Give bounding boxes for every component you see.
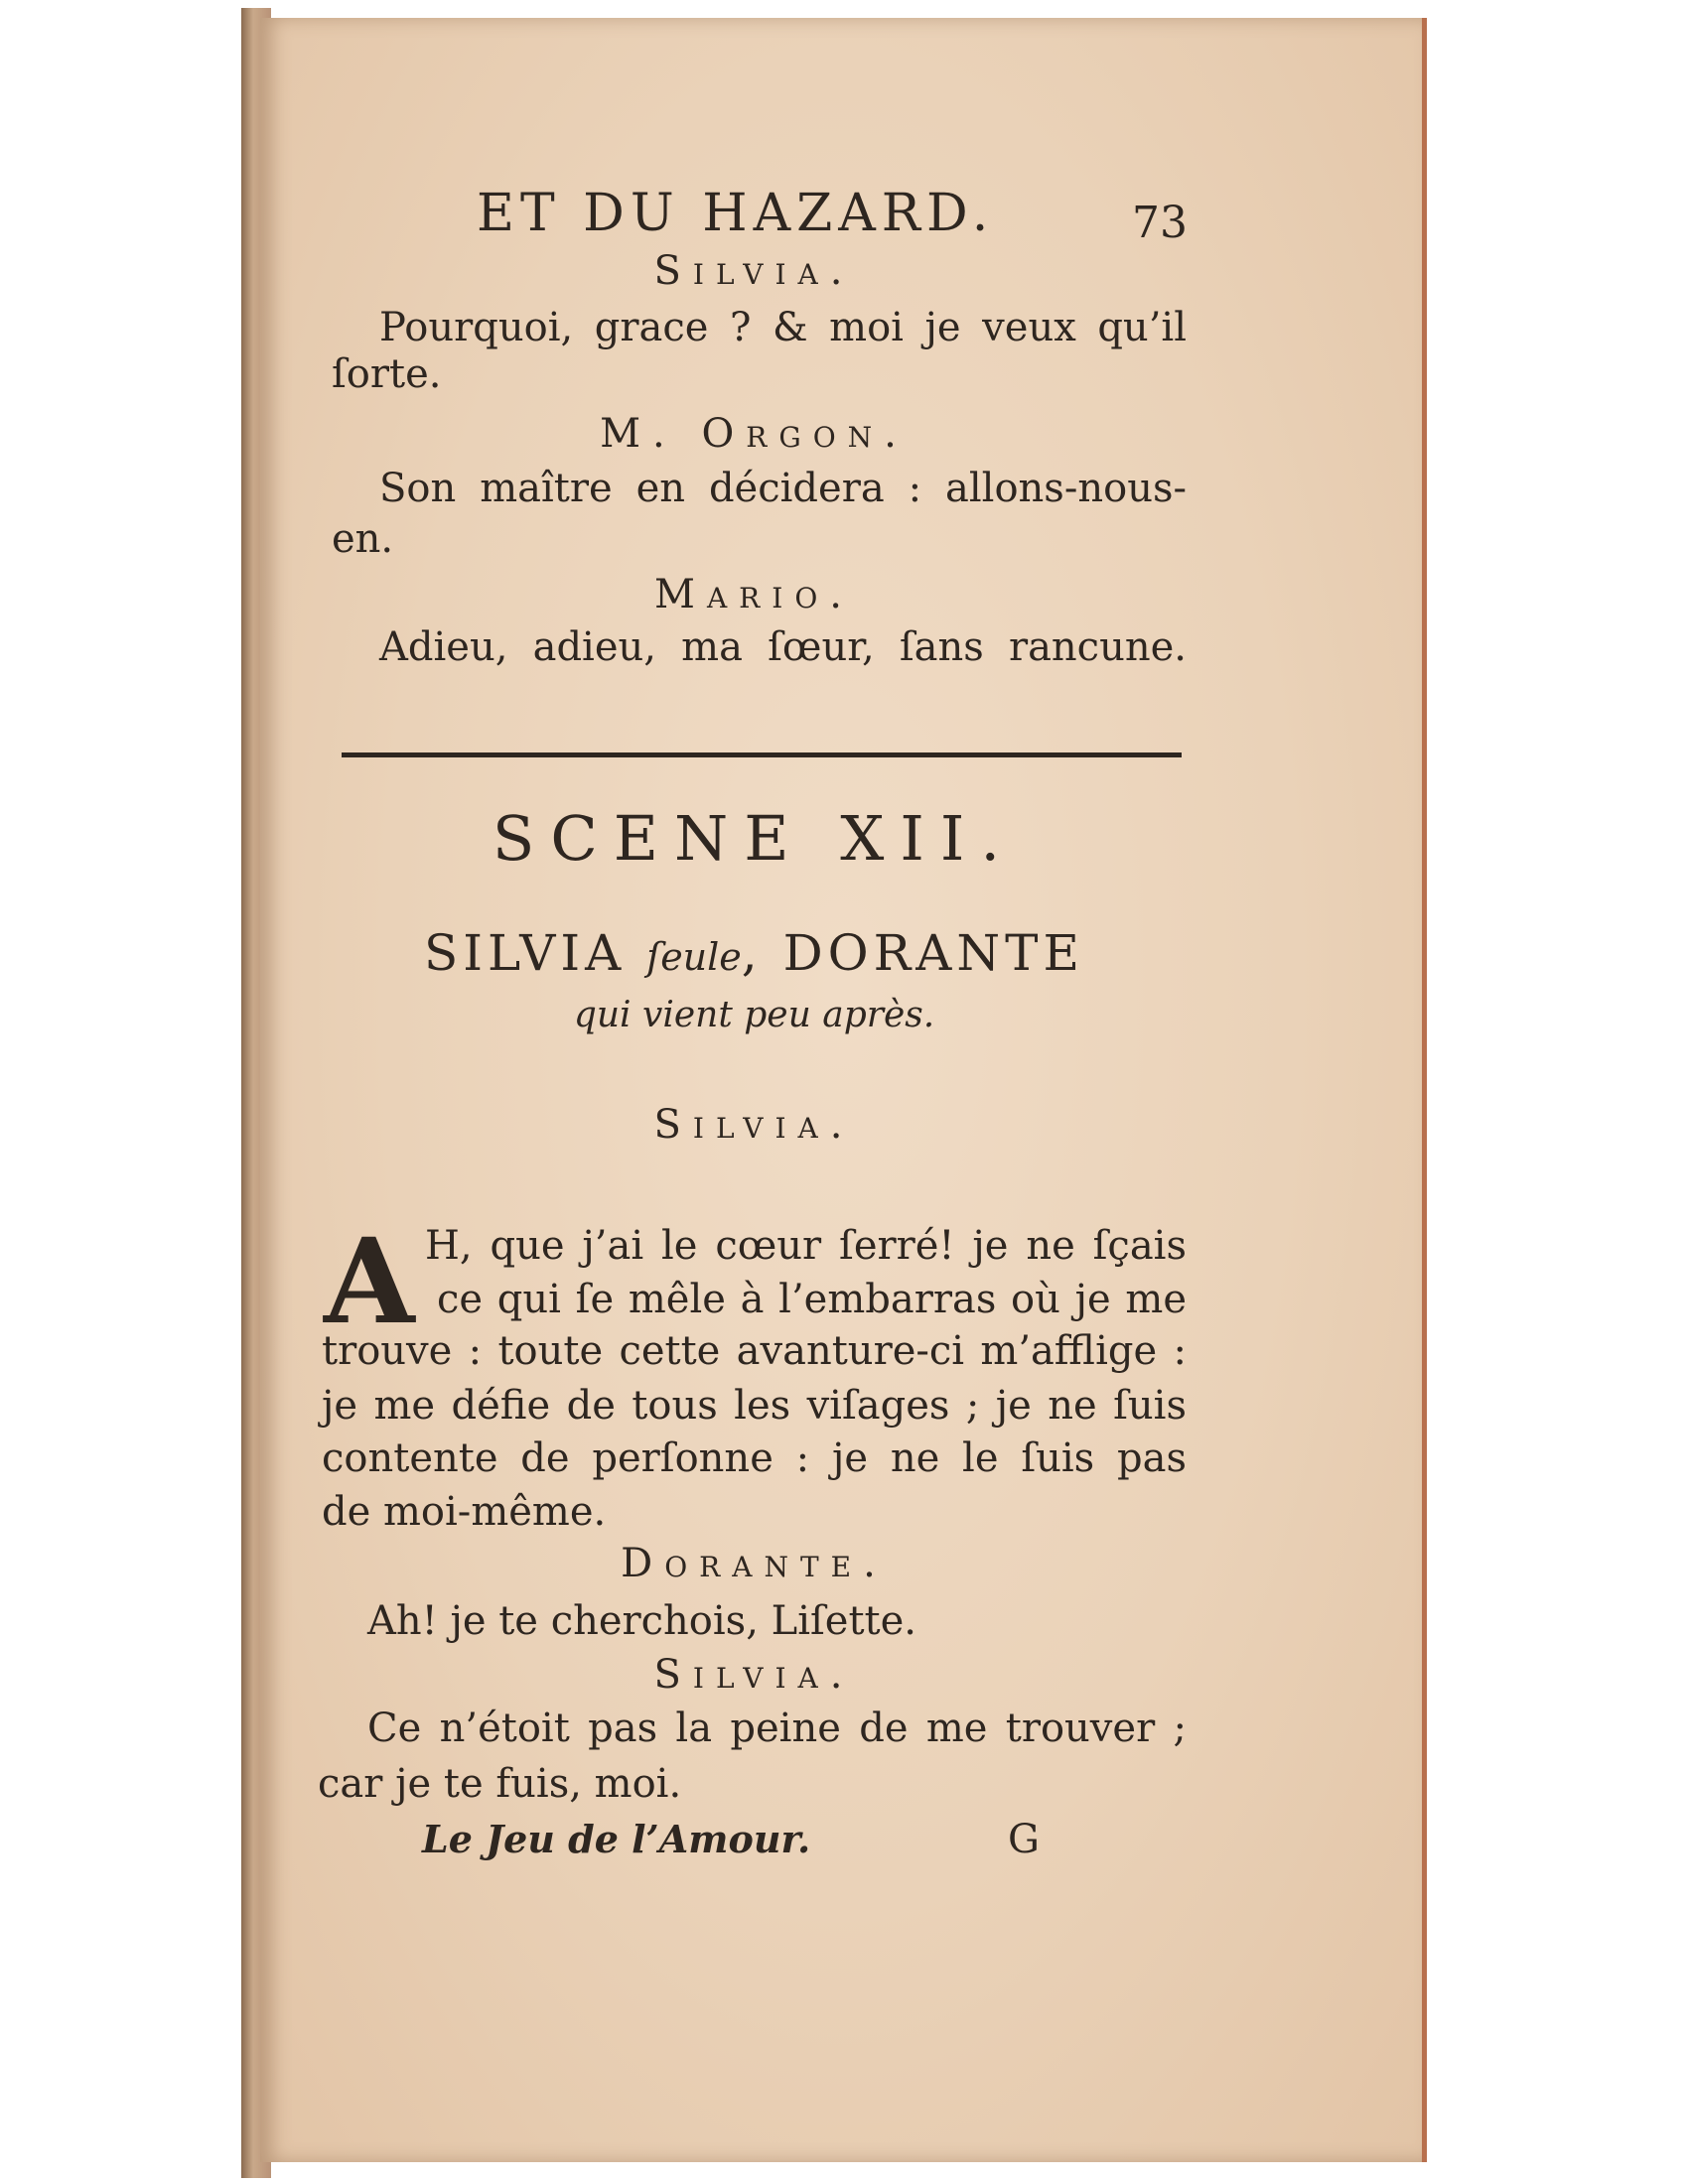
page-number: 73 bbox=[1132, 198, 1188, 248]
paragraph-line: de moi-même. bbox=[322, 1489, 607, 1535]
speaker-silvia: Silvia. bbox=[653, 1102, 855, 1148]
cast-silvia: SILVIA bbox=[423, 924, 627, 982]
dialogue-line: Son maître en décidera : allons-nous- bbox=[379, 466, 1187, 511]
paragraph-line: trouve : toute cette avanture-ci m’afflige : bbox=[322, 1328, 1187, 1374]
dialogue-line: ſorte. bbox=[332, 351, 442, 397]
scene-cast bbox=[322, 923, 1187, 987]
dialogue-line: Ah! je te cherchois, Liſette. bbox=[367, 1598, 917, 1644]
catchword-title: Le Jeu de l’Amour. bbox=[422, 1817, 811, 1861]
cast-seule: ſeule bbox=[646, 935, 742, 979]
speaker-dorante: Dorante. bbox=[621, 1541, 888, 1586]
dialogue-line: Ce n’étoit pas la peine de me trouver ; bbox=[367, 1706, 1187, 1751]
signature-mark: G bbox=[1008, 1817, 1040, 1862]
dialogue-line: en. bbox=[332, 516, 394, 562]
paragraph-line: je me défie de tous les viſages ; je ne ſuis bbox=[322, 1383, 1187, 1429]
running-title: ET DU HAZARD. bbox=[477, 184, 995, 243]
cast-dorante: , DORANTE bbox=[741, 924, 1085, 982]
paragraph-line: H, que j’ai le cœur ſerré! je ne ſçais bbox=[425, 1223, 1187, 1269]
cast-note: qui vient peu après. bbox=[573, 995, 935, 1035]
dialogue-line: car je te fuis, moi. bbox=[318, 1761, 682, 1807]
drop-cap: A bbox=[324, 1212, 415, 1350]
speaker-silvia: Silvia. bbox=[653, 1652, 855, 1698]
speaker-silvia: Silvia. bbox=[653, 248, 855, 294]
paragraph-line: ce qui ſe mêle à l’embarras où je me bbox=[437, 1277, 1187, 1322]
speaker-orgon: M. Orgon. bbox=[600, 411, 909, 457]
paragraph-line: contente de perſonne : je ne le ſuis pas bbox=[322, 1435, 1187, 1481]
scene-divider-rule bbox=[342, 752, 1182, 757]
dialogue-line: Pourquoi, grace ? & moi je veux qu’il bbox=[379, 305, 1187, 350]
scene-title: SCENE XII. bbox=[492, 802, 1017, 875]
speaker-mario: Mario. bbox=[654, 572, 854, 617]
dialogue-line: Adieu, adieu, ma ſœur, ſans rancune. bbox=[379, 624, 1187, 670]
